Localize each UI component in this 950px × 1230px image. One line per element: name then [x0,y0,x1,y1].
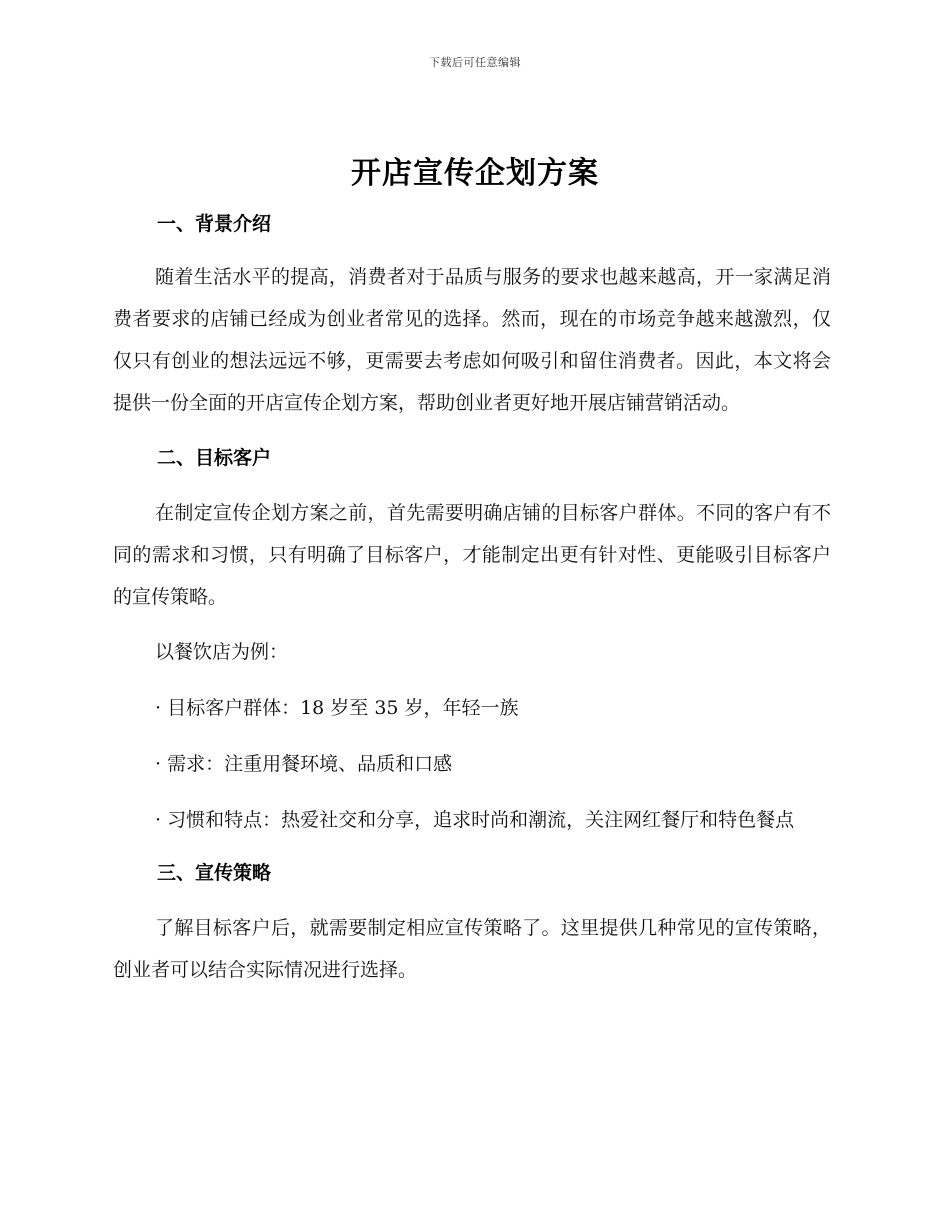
document-body [113,200,831,991]
document-title: 开店宣传企划方案 [351,156,599,191]
paragraph-strategy: 了解目标客户后，就需要制定相应宣传策略了。这里提供几种常见的宣传策略，创业者可以结合实际情况进行选择。 [113,917,831,981]
section-heading-target-customers: 二、目标客户 [157,447,272,469]
bullet-item-habits: · 习惯和特点：热爱社交和分享，追求时尚和潮流，关注网红餐厅和特色餐点 [155,809,795,831]
bullet-item-needs: · 需求：注重用餐环境、品质和口感 [155,753,453,775]
section-heading-strategy: 三、宣传策略 [157,862,272,884]
paragraph-target-customers: 在制定宣传企划方案之前，首先需要明确店铺的目标客户群体。不同的客户有不同的需求和习惯，只有明确了目标客户，才能制定出更有针对性、更能吸引目标客户的宣传策略。 [113,502,831,608]
header-note: 下载后可任意编辑 [429,56,521,69]
paragraph-background: 随着生活水平的提高，消费者对于品质与服务的要求也越来越高，开一家满足消费者要求的店铺已经成为创业者常见的选择。然而，现在的市场竞争越来越激烈，仅仅只有创业的想法远远不够，更需要去考虑如何吸引和留住消费者。因此，本文将会提供一份全面的开店宣传企划方案，帮助创业者更好地开展店铺营销活动。 [113,266,831,414]
bullet-item-customer-group: · 目标客户群体：18 岁至 35 岁，年轻一族 [155,697,519,719]
section-heading-background: 一、背景介绍 [157,213,272,235]
paragraph-example-intro: 以餐饮店为例： [155,641,289,663]
